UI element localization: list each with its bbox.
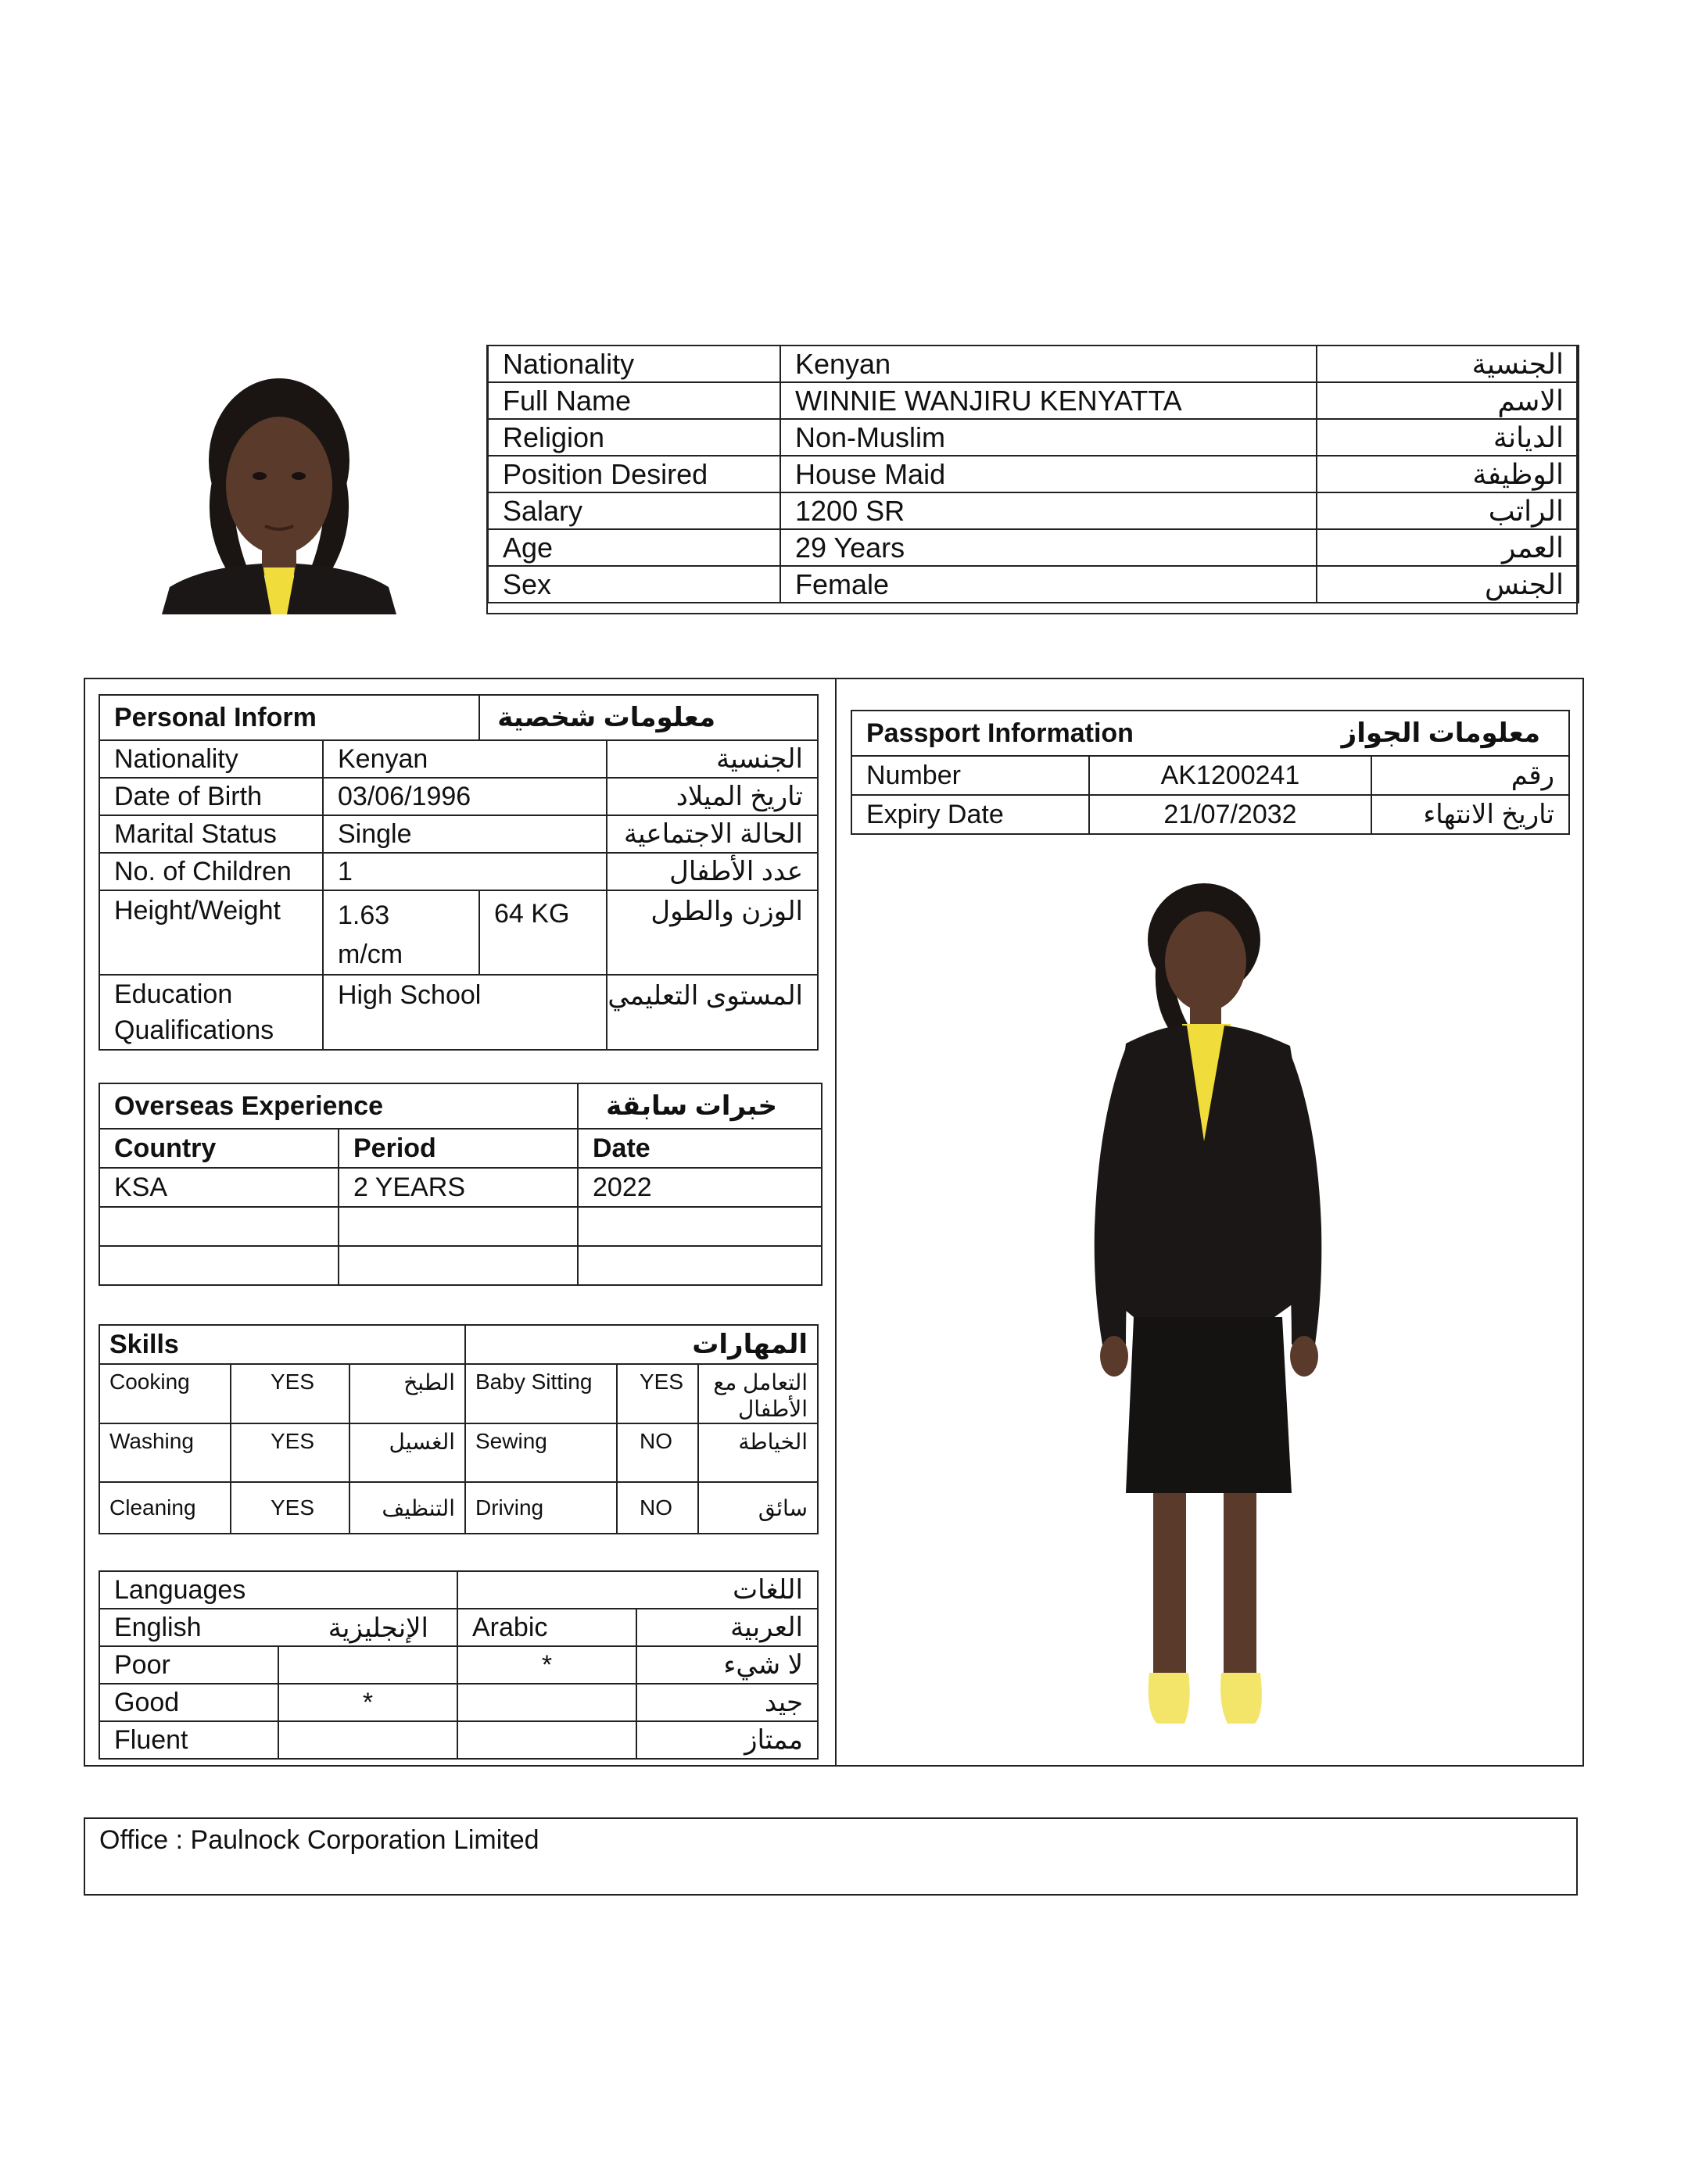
education-label-line2: Qualifications <box>114 1015 274 1045</box>
summary-row <box>488 382 1579 419</box>
skill-label-ar: التنظيف <box>349 1482 465 1534</box>
skills-title: Skills <box>99 1325 465 1364</box>
marital-status-label-ar: الحالة الاجتماعية <box>607 815 818 853</box>
level-label-ar: جيد <box>636 1684 818 1721</box>
sex-value: Female <box>780 566 1317 603</box>
date-cell <box>578 1207 822 1246</box>
country-cell <box>99 1246 339 1285</box>
dob-nationality-label: Nationality <box>99 740 323 778</box>
language-level-row <box>99 1646 818 1684</box>
summary-row <box>488 529 1579 566</box>
date-header: Date <box>578 1129 822 1168</box>
office-box <box>84 1817 1578 1896</box>
dob-label: Date of Birth <box>99 778 323 815</box>
level-label-ar: لا شيء <box>636 1646 818 1684</box>
skill-label: Baby Sitting <box>465 1364 617 1423</box>
personal-nationality-label-ar: الجنسية <box>607 740 818 778</box>
languages-names-row <box>99 1609 818 1646</box>
country-header: Country <box>99 1129 339 1168</box>
skill-label-ar: الغسيل <box>349 1423 465 1482</box>
children-label: No. of Children <box>99 853 323 890</box>
religion-value: Non-Muslim <box>780 419 1317 456</box>
english-mark: * <box>278 1684 457 1721</box>
language-level-row <box>99 1684 818 1721</box>
table-row <box>99 1168 822 1207</box>
skill-label: Washing <box>99 1423 231 1482</box>
height-value-line1: 1.63 <box>338 900 390 930</box>
skill-value: YES <box>231 1423 349 1482</box>
english-cell <box>99 1609 457 1646</box>
period-cell: 2 YEARS <box>339 1168 578 1207</box>
religion-label-ar: الديانة <box>1317 419 1579 456</box>
portrait-photo <box>84 345 488 614</box>
summary-row <box>488 419 1579 456</box>
height-value-line2: m/cm <box>338 940 403 969</box>
personal-row <box>99 815 818 853</box>
skill-label: Cooking <box>99 1364 231 1423</box>
skill-value: NO <box>617 1482 698 1534</box>
country-cell <box>99 1207 339 1246</box>
religion-label: Religion <box>488 419 780 456</box>
english-label: English <box>114 1612 202 1642</box>
personal-info-title-ar: معلومات شخصية <box>479 695 818 740</box>
education-label <box>99 975 323 1050</box>
position-label: Position Desired <box>488 456 780 492</box>
height-weight-label: Height/Weight <box>99 890 323 975</box>
date-cell <box>578 1246 822 1285</box>
passport-number-label: Number <box>851 756 1089 795</box>
table-row <box>99 1246 822 1285</box>
arabic-mark: * <box>457 1646 636 1684</box>
overseas-experience-table <box>99 1083 822 1286</box>
summary-row <box>488 346 1579 382</box>
salary-label: Salary <box>488 492 780 529</box>
personal-info-header-row <box>99 695 818 740</box>
salary-label-ar: الراتب <box>1317 492 1579 529</box>
full-name-label: Full Name <box>488 382 780 419</box>
nationality-label: Nationality <box>488 346 780 382</box>
skill-label-ar-line1: التعامل مع <box>713 1370 808 1395</box>
languages-table <box>99 1570 819 1760</box>
column-divider <box>835 678 837 1767</box>
skill-label: Sewing <box>465 1423 617 1482</box>
dob-value: 03/06/1996 <box>323 778 607 815</box>
nationality-value: Kenyan <box>780 346 1317 382</box>
sex-label: Sex <box>488 566 780 603</box>
skills-header-row <box>99 1325 818 1364</box>
children-value: 1 <box>323 853 607 890</box>
skill-row <box>99 1364 818 1423</box>
personal-row <box>99 975 818 1050</box>
passport-title-ar: معلومات الجواز <box>1371 711 1569 756</box>
arabic-mark <box>457 1684 636 1721</box>
personal-row <box>99 740 818 778</box>
skill-value: YES <box>617 1364 698 1423</box>
passport-header-row <box>851 711 1569 756</box>
marital-status-label: Marital Status <box>99 815 323 853</box>
education-label-line1: Education <box>114 979 233 1009</box>
age-value: 29 Years <box>780 529 1317 566</box>
skills-table <box>99 1324 819 1534</box>
passport-title: Passport Information <box>851 711 1371 756</box>
languages-title: Languages <box>99 1571 457 1609</box>
salary-value: 1200 SR <box>780 492 1317 529</box>
summary-table <box>487 345 1579 603</box>
personal-row <box>99 890 818 975</box>
height-value <box>323 890 479 975</box>
passport-row <box>851 795 1569 834</box>
education-value: High School <box>323 975 607 1050</box>
summary-row <box>488 566 1579 603</box>
education-label-ar: المستوى التعليمي <box>607 975 818 1050</box>
nationality-label-ar: الجنسية <box>1317 346 1579 382</box>
languages-header-row <box>99 1571 818 1609</box>
skill-label-ar: سائق <box>698 1482 818 1534</box>
position-label-ar: الوظيفة <box>1317 456 1579 492</box>
period-header: Period <box>339 1129 578 1168</box>
skill-label-ar: الطبخ <box>349 1364 465 1423</box>
passport-info-table <box>851 710 1570 835</box>
english-label-ar: الإنجليزية <box>328 1613 428 1643</box>
age-label: Age <box>488 529 780 566</box>
skill-label-ar: الخياطة <box>698 1423 818 1482</box>
age-label-ar: العمر <box>1317 529 1579 566</box>
position-value: House Maid <box>780 456 1317 492</box>
overseas-title-ar: خبرات سابقة <box>578 1083 822 1129</box>
weight-value: 64 KG <box>479 890 607 975</box>
english-mark <box>278 1721 457 1759</box>
personal-info-title: Personal Inform <box>99 695 479 740</box>
skill-label-ar <box>698 1364 818 1423</box>
skill-value: NO <box>617 1423 698 1482</box>
skill-value: YES <box>231 1482 349 1534</box>
overseas-title: Overseas Experience <box>99 1083 578 1129</box>
level-label: Fluent <box>99 1721 278 1759</box>
level-label-ar: ممتاز <box>636 1721 818 1759</box>
level-label: Poor <box>99 1646 278 1684</box>
period-cell <box>339 1207 578 1246</box>
personal-row <box>99 778 818 815</box>
country-cell: KSA <box>99 1168 339 1207</box>
skill-row <box>99 1423 818 1482</box>
english-mark <box>278 1646 457 1684</box>
arabic-label-ar: العربية <box>636 1609 818 1646</box>
portrait-photo-cell <box>84 345 488 614</box>
expiry-date-label: Expiry Date <box>851 795 1089 834</box>
passport-number-label-ar: رقم <box>1371 756 1569 795</box>
office-text: Office : Paulnock Corporation Limited <box>99 1825 539 1855</box>
skill-row <box>99 1482 818 1534</box>
period-cell <box>339 1246 578 1285</box>
arabic-label: Arabic <box>457 1609 636 1646</box>
level-label: Good <box>99 1684 278 1721</box>
sex-label-ar: الجنس <box>1317 566 1579 603</box>
marital-status-value: Single <box>323 815 607 853</box>
personal-row <box>99 853 818 890</box>
skill-label-ar-line2: الأطفال <box>737 1397 808 1421</box>
passport-number-value: AK1200241 <box>1089 756 1371 795</box>
summary-row <box>488 456 1579 492</box>
skill-label: Cleaning <box>99 1482 231 1534</box>
passport-row <box>851 756 1569 795</box>
dob-label-ar: تاريخ الميلاد <box>607 778 818 815</box>
overseas-column-headers <box>99 1129 822 1168</box>
expiry-date-label-ar: تاريخ الانتهاء <box>1371 795 1569 834</box>
skill-label: Driving <box>465 1482 617 1534</box>
personal-info-table <box>99 694 819 1051</box>
full-name-value: WINNIE WANJIRU KENYATTA <box>780 382 1317 419</box>
full-body-photo <box>1040 883 1368 1735</box>
full-name-label-ar: الاسم <box>1317 382 1579 419</box>
summary-row <box>488 492 1579 529</box>
overseas-header-row <box>99 1083 822 1129</box>
expiry-date-value: 21/07/2032 <box>1089 795 1371 834</box>
skill-value: YES <box>231 1364 349 1423</box>
language-level-row <box>99 1721 818 1759</box>
children-label-ar: عدد الأطفال <box>607 853 818 890</box>
arabic-mark <box>457 1721 636 1759</box>
skills-title-ar: المهارات <box>465 1325 818 1364</box>
height-weight-label-ar: الوزن والطول <box>607 890 818 975</box>
languages-title-ar: اللغات <box>457 1571 818 1609</box>
personal-nationality-value: Kenyan <box>323 740 607 778</box>
table-row <box>99 1207 822 1246</box>
date-cell: 2022 <box>578 1168 822 1207</box>
